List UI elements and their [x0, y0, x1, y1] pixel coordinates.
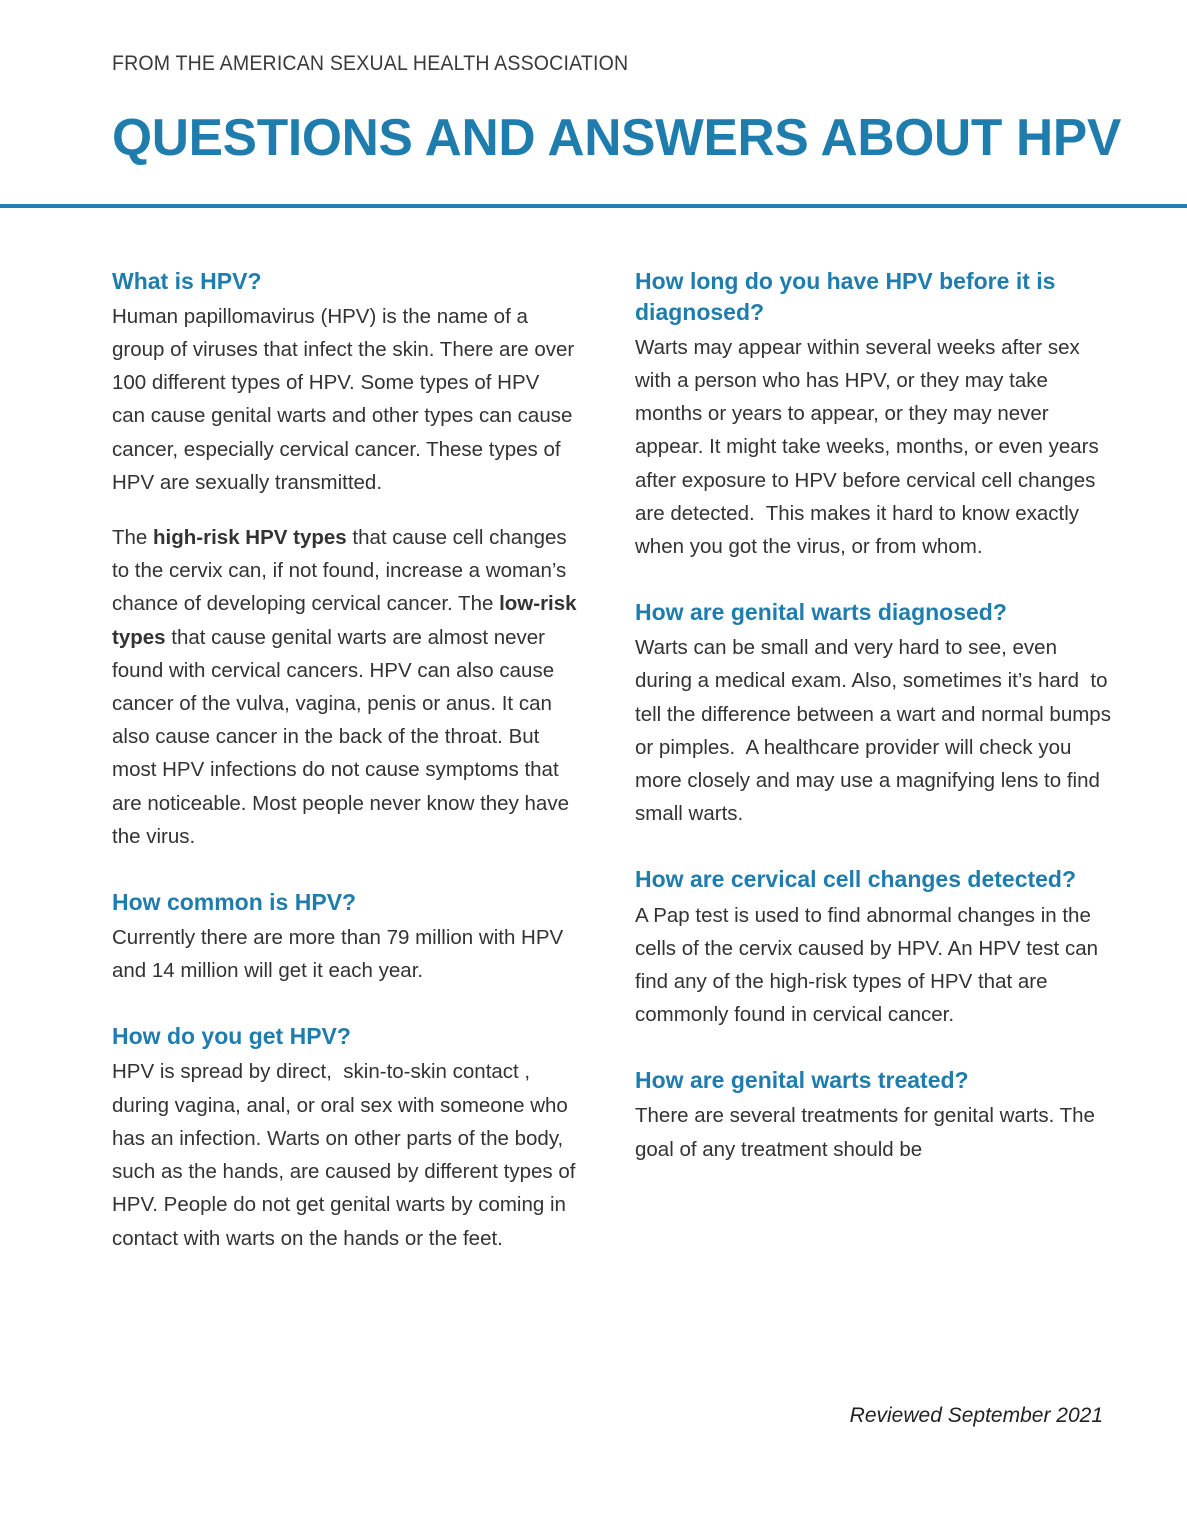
paragraph-text: that cause genital warts are almost never found with cervical cancers. HPV can also cause cancer of the vulva, vagina, penis or anus. It can also cause cancer in the back of the throat. But most HPV infections do not cause symptoms that are noticeable. Most people never know they have the virus. — [112, 625, 575, 848]
paragraph-text: There are several treatments for genital warts. The goal of any treatment should be — [635, 1104, 1101, 1161]
paragraph-text: that cause cell changes to the cervix can, if not found, increase a woman’s chance of developing cervical cancer. The — [112, 525, 573, 616]
section-paragraph — [635, 331, 1115, 563]
section-heading: How common is HPV? — [112, 888, 357, 915]
section-paragraph — [112, 521, 583, 853]
qa-section-how-are-genital-warts-diagnosed — [635, 597, 1115, 830]
section-paragraph — [635, 1099, 1115, 1165]
reviewed-date: Reviewed September 2021 — [849, 1404, 1103, 1427]
section-paragraph — [112, 1055, 582, 1254]
left-column-sections — [112, 266, 583, 1255]
paragraph-text: Warts may appear within several weeks after sex with a person who has HPV, or they may take months or years to appear, or they may never appear. It might take weeks, months, or even years after exposure to HPV before cervical cell changes are detected. This makes it hard to know exactly when you got the virus, or from whom. — [635, 335, 1105, 558]
section-paragraph — [112, 300, 580, 499]
section-spacer — [112, 853, 577, 887]
paragraph-text: A Pap test is used to find abnormal changes in the cells of the cervix caused by HPV. An HPV test can find any of the high-risk types of HPV that are commonly found in cervical cancer. — [635, 903, 1104, 1027]
qa-section-how-are-genital-warts-treated — [635, 1065, 1115, 1165]
section-spacer — [635, 830, 1115, 864]
section-heading: How are genital warts treated? — [635, 1067, 969, 1094]
qa-section-how-long-do-you-have-hpv-before-it-is-diagnosed — [635, 266, 1115, 564]
section-paragraph — [635, 899, 1115, 1032]
paragraph-text: The — [112, 525, 154, 549]
paragraph-text: HPV is spread by direct, skin-to-skin contact , during vagina, anal, or oral sex with someone who has an infection. Warts on other parts of the body, such as the hands, are caused by different types of HPV. People do not get genital warts by coming in contact with warts on the hands or the feet. — [112, 1060, 582, 1250]
qa-section-how-are-cervical-cell-changes-detected — [635, 864, 1115, 1031]
right-column-sections — [635, 266, 1115, 1166]
paragraph-text: Currently there are more than 79 million with HPV and 14 million will get it each year. — [112, 926, 569, 983]
section-paragraph — [112, 921, 577, 987]
section-heading: What is HPV? — [112, 267, 262, 294]
paragraph-text: Warts can be small and very hard to see, even during a medical exam. Also, sometimes it’s hard to tell the difference between a wart and normal bumps or pimples. A healthcare provider will check you more closely and may use a magnifying lens to find small warts. — [635, 636, 1117, 826]
emphasis-text: high-risk HPV types — [153, 525, 347, 549]
paragraph-text: Human papillomavirus (HPV) is the name of a group of viruses that infect the skin. There are over 100 different types of HPV. Some types of HPV can cause genital warts and other types can cause cancer, especially cervical cancer. These types of HPV are sexually transmitted. — [112, 304, 580, 494]
publisher-kicker: FROM THE AMERICAN SEXUAL HEALTH ASSOCIATION — [112, 52, 629, 75]
page-title: QUESTIONS AND ANSWERS ABOUT HPV — [112, 109, 1122, 168]
paragraph-spacer — [112, 499, 577, 521]
qa-section-how-common-is-hpv — [112, 887, 577, 987]
section-heading: How long do you have HPV before it is diagnosed? — [635, 267, 1056, 325]
section-spacer — [635, 563, 1115, 597]
qa-section-how-do-you-get-hpv — [112, 1021, 582, 1254]
section-heading: How do you get HPV? — [112, 1023, 351, 1050]
section-spacer — [112, 987, 577, 1021]
section-heading: How are cervical cell changes detected? — [635, 866, 1077, 893]
emphasis-text: low-risk types — [112, 592, 583, 649]
content-columns — [0, 208, 1187, 1255]
section-heading: How are genital warts diagnosed? — [635, 599, 1007, 626]
section-spacer — [635, 1031, 1115, 1065]
right-column — [635, 266, 1115, 1255]
left-column — [112, 266, 583, 1255]
masthead — [0, 0, 1187, 208]
section-paragraph — [635, 631, 1115, 830]
qa-section-what-is-hpv — [112, 266, 583, 853]
